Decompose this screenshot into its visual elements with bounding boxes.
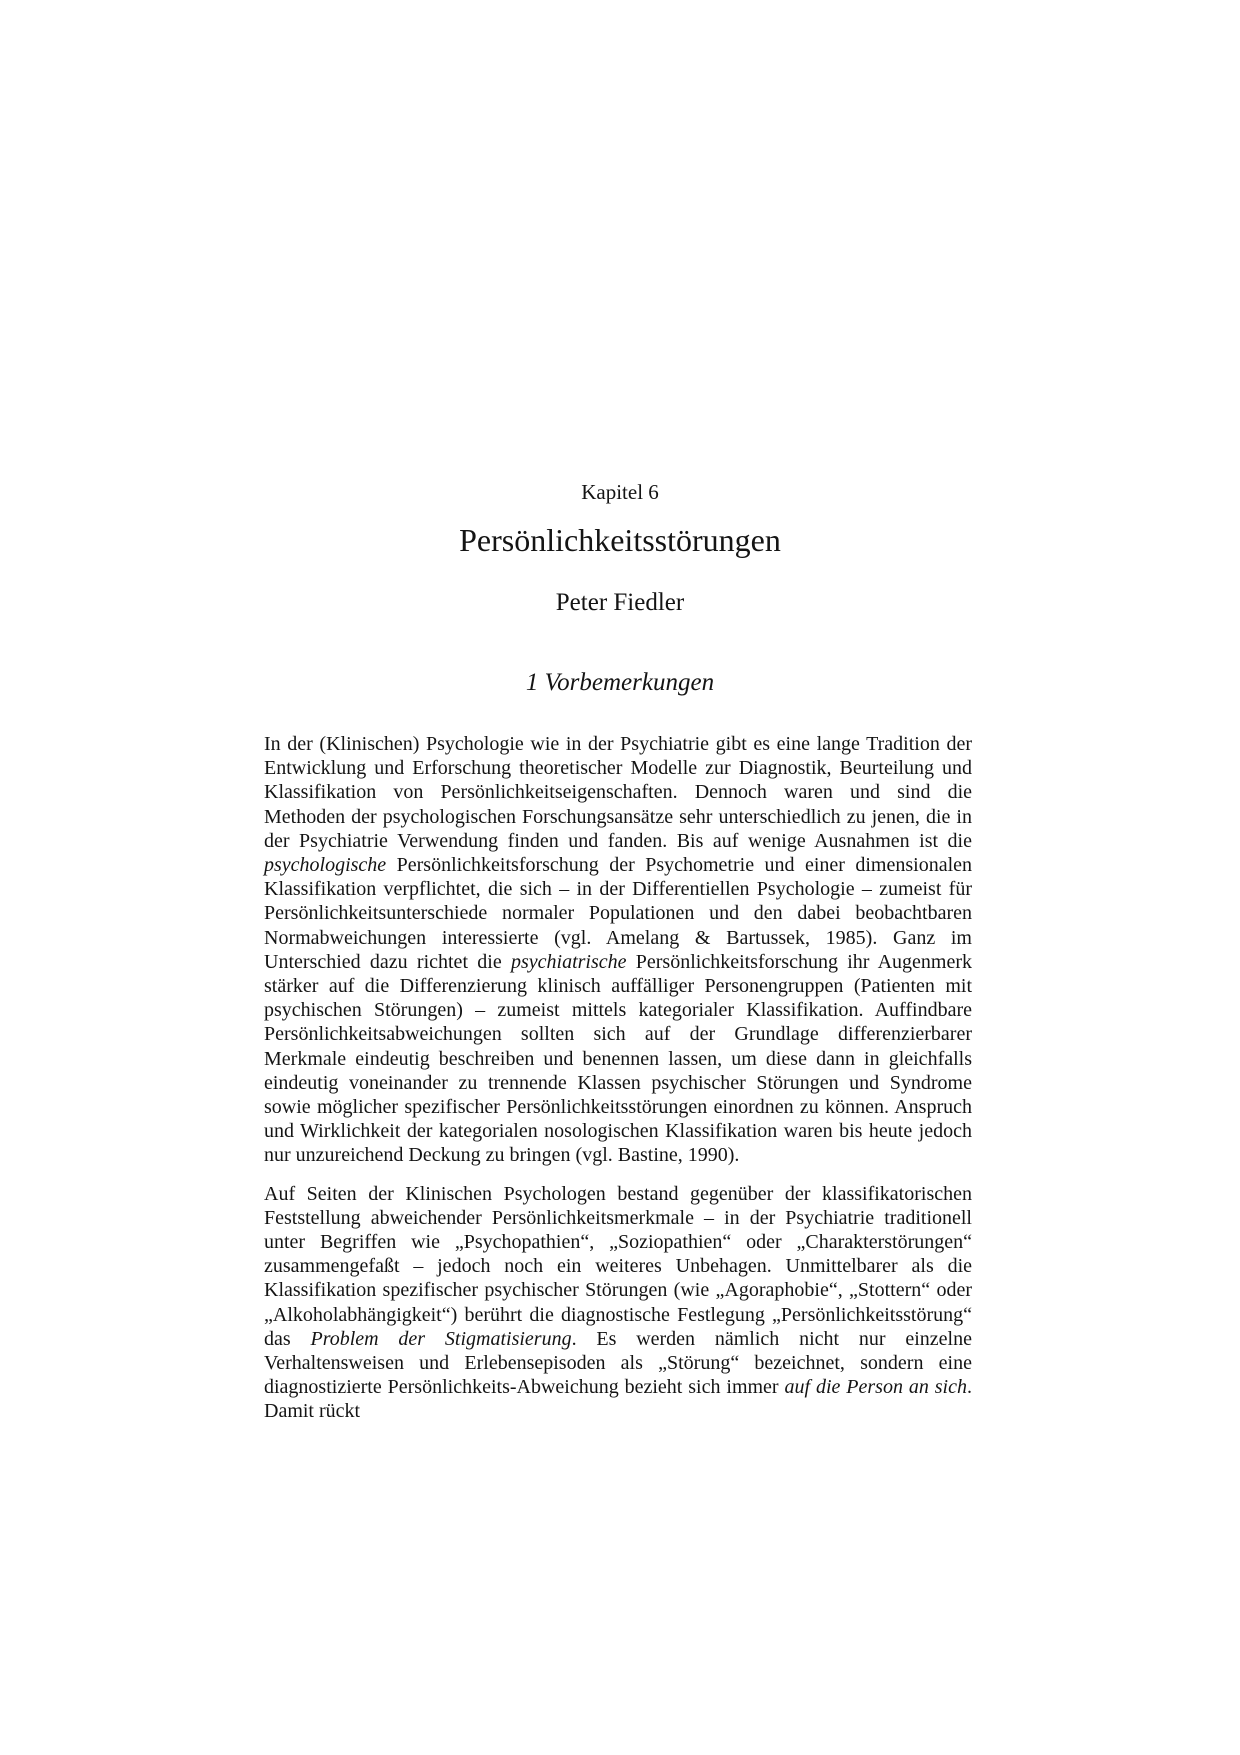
paragraph-1-text-c: Persönlichkeitsforschung ihr Augenmerk stärker auf die Differenzierung klinisch auffälliger Personengruppen (Patienten mit psychischen Störungen) – zumeist mittels kategorialer Klassifikation. Auffindbare Persönlichkeitsabweichungen sollten sich auf der Grundlage differenzierbarer Merkmale eindeutig beschreiben und benennen lassen, um diese dann in gleichfalls eindeutig voneinander zu trennende Klassen psychischer Störungen und Syndrome sowie möglicher spezifischer Persönlichkeitsstörungen einordnen zu können. Anspruch und Wirklichkeit der kategorialen nosologischen Klassifikation waren bis heute jedoch nur unzureichend Deckung zu bringen (vgl. Bastine, 1990).: [264, 950, 973, 1167]
paragraph-1-text-a: In der (Klinischen) Psychologie wie in der Psychiatrie gibt es eine lange Tradition der Entwicklung und Erforschung theoretischer Modelle zur Diagnostik, Beurteilung und Klassifikation von Persönlichkeitseigenschaften. Dennoch waren und sind die Methoden der psychologischen Forschungsansätze sehr unterschiedlich zu jenen, die in der Psychiatrie Verwendung finden und fanden. Bis auf wenige Ausnahmen ist die: [264, 733, 972, 852]
paragraph-2-emphasis-stigmatisierung: Problem der Stigmatisierung: [310, 1327, 572, 1350]
paragraph-2-text-b: . Es werden nämlich nicht nur einzelne Verhaltensweisen und Erlebensepisoden als „Störung“ bezeichnet, sondern eine diagnostizierte Persönlichkeits-Abweichung bezieht sich immer: [264, 1327, 972, 1399]
chapter-title: Persönlichkeitsstörungen: [459, 522, 781, 558]
paragraph-1-emphasis-psychologische: psychologische: [264, 854, 387, 877]
paragraph-1-text-b: Persönlichkeitsforschung der Psychometrie und einer dimensionalen Klassifikation verpflichtet, die sich – in der Differentiellen Psychologie – zumeist für Persönlichkeitsunterschiede normaler Populationen und den dabei beobachtbaren Normabweichungen interessierte (vgl. Amelang & Bartussek, 1985). Ganz im Unterschied dazu richtet die: [264, 854, 972, 973]
paragraph-2-text-a: Auf Seiten der Klinischen Psychologen bestand gegenüber der klassifikatorischen Feststellung abweichender Persönlichkeitsmerkmale – in der Psychiatrie traditionell unter Begriffen wie „Psychopathien“, „Soziopathien“ oder „Charakterstörungen“ zusammengefaßt – jedoch noch ein weiteres Unbehagen. Unmittelbarer als die Klassifikation spezifischer psychischer Störungen (wie „Agoraphobie“, „Stottern“ oder „Alkoholabhängigkeit“) berührt die diagnostische Festlegung „Persönlichkeitsstörung“ das: [264, 1182, 972, 1350]
section-heading: 1 Vorbemerkungen: [525, 669, 715, 696]
body-text: [264, 732, 972, 1424]
author-name: Peter Fiedler: [555, 589, 685, 616]
paragraph-2: [264, 1182, 972, 1424]
chapter-label: Kapitel 6: [581, 480, 659, 504]
paragraph-1: [264, 732, 972, 1168]
paragraph-2-emphasis-person: auf die Person an sich: [784, 1376, 967, 1399]
paragraph-2-text-c: . Damit rückt: [264, 1376, 972, 1423]
paragraph-1-emphasis-psychiatrische: psychiatrische: [510, 950, 627, 973]
